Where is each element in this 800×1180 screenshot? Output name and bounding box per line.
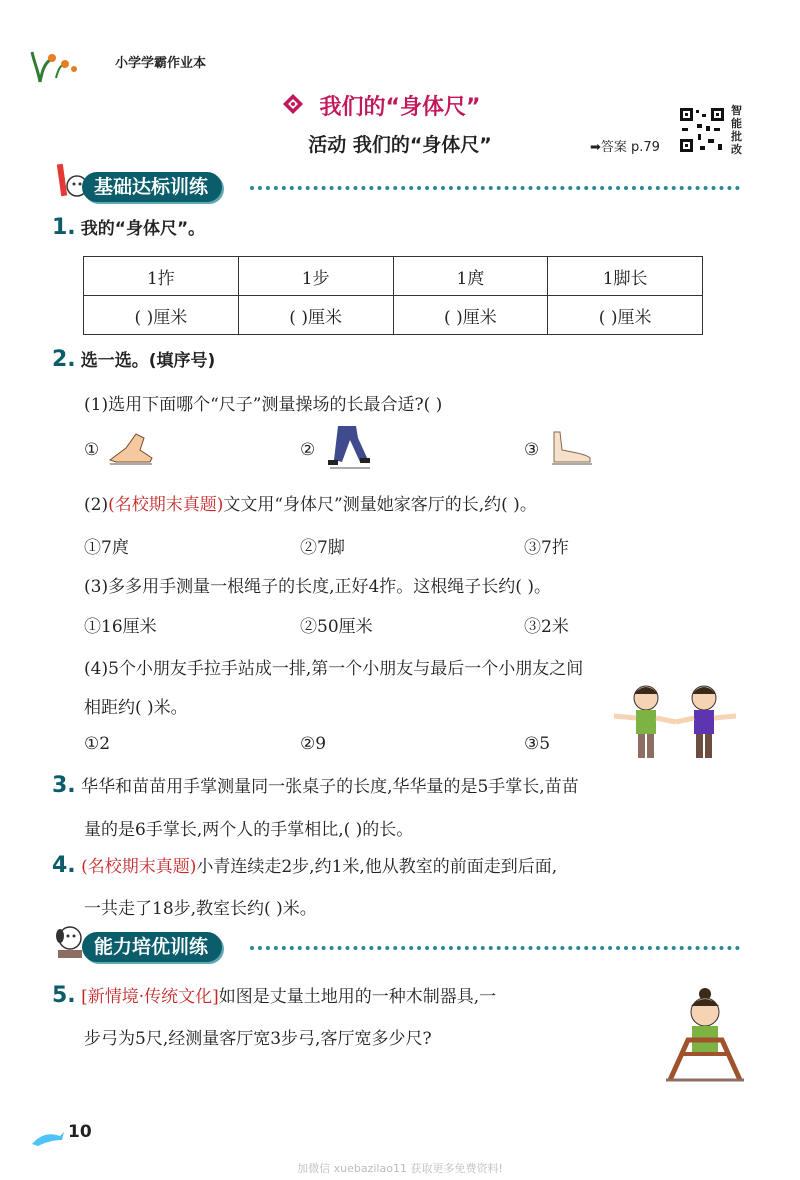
table-header-cell: 1步	[238, 257, 393, 296]
qr-code-icon[interactable]	[678, 106, 726, 154]
answer-cell[interactable]: ( )厘米	[238, 296, 393, 335]
footer-watermark: 加微信 xuebazilao11 获取更多免费资料!	[297, 1162, 503, 1175]
answer-cell[interactable]: ( )厘米	[548, 296, 703, 335]
answer-cell[interactable]: ( )厘米	[393, 296, 548, 335]
question-5-line1	[52, 982, 496, 1008]
option-3[interactable]: ③2米	[524, 617, 569, 637]
part-number: (2)	[84, 495, 109, 515]
option-1-label[interactable]: ①	[84, 440, 100, 460]
question-text: 我的“身体尺”。	[80, 219, 206, 239]
option-3[interactable]: ③7拃	[524, 538, 569, 558]
option-2-label[interactable]: ②	[300, 440, 316, 460]
children-holding-hands-illustration	[610, 680, 740, 768]
section-basic-banner	[82, 172, 222, 202]
question-3-line1	[52, 772, 579, 798]
question-number: 1.	[52, 215, 76, 240]
question-number: 3.	[52, 773, 76, 798]
question-text: 如图是丈量土地用的一种木制器具,一	[218, 987, 497, 1007]
smart-correction-label: 智能批改	[731, 104, 742, 156]
answer-cell[interactable]: ( )厘米	[84, 296, 239, 335]
question-2	[52, 346, 215, 372]
table-header-cell: 1脚长	[548, 257, 703, 296]
option-2[interactable]: ②50厘米	[300, 617, 373, 637]
question-2-part-4-line2: 相距约( )米。	[84, 698, 188, 718]
question-number: 5.	[52, 983, 76, 1008]
foot-length-icon	[546, 428, 596, 470]
page-number: 10	[68, 1122, 92, 1142]
question-1	[52, 214, 205, 240]
exam-tag: (名校期末真题)	[81, 857, 197, 877]
section-basic-label: 基础达标训练	[94, 176, 209, 198]
question-number: 2.	[52, 347, 76, 372]
question-2-part-2	[84, 490, 537, 515]
exam-tag: (名校期末真题)	[108, 495, 224, 515]
book-title: 小学学霸作业本	[115, 56, 207, 71]
question-text: 小青连续走2步,约1米,他从教室的前面走到后面,	[196, 857, 558, 877]
answer-reference: ➡答案 p.79	[590, 140, 660, 155]
bugong-measuring-tool-illustration	[660, 984, 750, 1088]
hand-span-icon	[106, 428, 156, 470]
question-4-line1	[52, 852, 557, 878]
table-header-cell: 1拃	[84, 257, 239, 296]
table-header-row	[84, 257, 703, 296]
section-advanced-label: 能力培优训练	[94, 936, 209, 958]
question-3-line2: 量的是6手掌长,两个人的手掌相比,( )的长。	[84, 820, 414, 840]
activity-subtitle: 活动 我们的“身体尺”	[308, 134, 492, 156]
option-1[interactable]: ①2	[84, 734, 111, 754]
question-5-line2: 步弓为5尺,经测量客厅宽3步弓,客厅宽多少尺?	[84, 1029, 432, 1049]
option-2[interactable]: ②9	[300, 734, 327, 754]
question-4-line2: 一共走了18步,教室长约( )米。	[84, 899, 317, 919]
option-1[interactable]: ①7庹	[84, 538, 129, 558]
option-3[interactable]: ③5	[524, 734, 551, 754]
question-2-part-4-line1: (4)5个小朋友手拉手站成一排,第一个小朋友与最后一个小朋友之间	[84, 659, 584, 679]
legs-stride-icon	[320, 422, 376, 474]
table-answer-row	[84, 296, 703, 335]
table-header-cell: 1庹	[393, 257, 548, 296]
context-tag: [新情境·传统文化]	[81, 987, 219, 1007]
option-1[interactable]: ①16厘米	[84, 617, 157, 637]
question-text: 选一选。(填序号)	[80, 351, 216, 371]
section-divider	[250, 946, 740, 950]
section-divider	[250, 186, 740, 190]
plant-logo-icon	[30, 42, 90, 88]
option-3-label[interactable]: ③	[524, 440, 540, 460]
dolphin-icon	[30, 1128, 66, 1152]
section-advanced-banner	[82, 932, 222, 962]
page-title: 我们的“身体尺”	[319, 95, 481, 120]
question-number: 4.	[52, 853, 76, 878]
part-text: 文文用“身体尺”测量她家客厅的长,约( )。	[223, 495, 537, 515]
question-2-part-1: (1)选用下面哪个“尺子”测量操场的长最合适?( )	[84, 395, 443, 415]
question-2-part-3: (3)多多用手测量一根绳子的长度,正好4拃。这根绳子长约( )。	[84, 577, 551, 597]
question-text: 华华和苗苗用手掌测量同一张桌子的长度,华华量的是5手掌长,苗苗	[81, 777, 579, 797]
option-2[interactable]: ②7脚	[300, 538, 345, 558]
body-ruler-table	[83, 256, 703, 335]
